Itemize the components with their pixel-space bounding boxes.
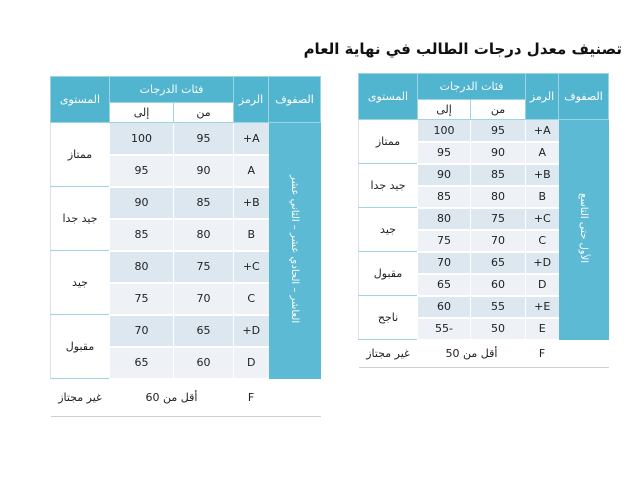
grade-code: D (234, 347, 269, 379)
grade-code: A (234, 155, 269, 187)
range-to: 90 (418, 164, 471, 186)
range-from: 65 (174, 315, 234, 347)
classes-label (269, 123, 321, 379)
grade-code: C (234, 283, 269, 315)
level-label: ناجح (359, 296, 418, 340)
range-from: 95 (471, 120, 526, 142)
range-from: 95 (174, 123, 234, 155)
header-to: إلى (418, 100, 471, 120)
grade-code: B+ (234, 187, 269, 219)
range-to: 75 (418, 230, 471, 252)
range-from: 80 (174, 219, 234, 251)
level-label: جيد (51, 251, 110, 315)
header-code: الرمز (234, 77, 269, 123)
range-from: 55 (471, 296, 526, 318)
header-level: المستوى (51, 77, 110, 123)
grade-code: D+ (526, 252, 559, 274)
header-classes: الصفوف (559, 74, 609, 120)
range-to: 95 (418, 142, 471, 164)
range-from: 60 (174, 347, 234, 379)
range-to: 85 (418, 186, 471, 208)
classes-label (559, 120, 609, 340)
range-from: 75 (471, 208, 526, 230)
fail-spacer (269, 379, 321, 417)
grade-code: A+ (526, 120, 559, 142)
grade-code: E+ (526, 296, 559, 318)
range-to: 100 (418, 120, 471, 142)
range-from: 70 (174, 283, 234, 315)
range-to: 70 (418, 252, 471, 274)
range-to: 95 (110, 155, 174, 187)
fail-code: F (526, 340, 559, 368)
grade-code: C (526, 230, 559, 252)
range-to: 90 (110, 187, 174, 219)
level-label: ممتاز (359, 120, 418, 164)
grade-code: B+ (526, 164, 559, 186)
header-classes: الصفوف (269, 77, 321, 123)
table-row-fail (51, 379, 321, 417)
range-from: 90 (471, 142, 526, 164)
range-from: 85 (174, 187, 234, 219)
level-label: جيد جدا (359, 164, 418, 208)
range-from: 60 (471, 274, 526, 296)
header-to: إلى (110, 103, 174, 123)
range-to: 70 (110, 315, 174, 347)
fail-level: غير مجتاز (51, 379, 110, 417)
header-ranges: فئات الدرجات (110, 77, 234, 103)
header-level: المستوى (359, 74, 418, 120)
grades-table-secondary (50, 76, 321, 417)
grade-code: A+ (234, 123, 269, 155)
grade-code: C+ (234, 251, 269, 283)
grades-table-primary (358, 73, 609, 368)
classes-text: العاشر – الحادي عشر – الثاني عشر (289, 175, 301, 324)
level-label: مقبول (359, 252, 418, 296)
table-row (359, 120, 609, 142)
page-title: تصنيف معدل درجات الطالب في نهاية العام (303, 40, 622, 58)
level-label: جيد جدا (51, 187, 110, 251)
fail-range: أقل من 60 (110, 379, 234, 417)
range-from: 75 (174, 251, 234, 283)
grade-code: D+ (234, 315, 269, 347)
classes-text: الأول حتى التاسع (578, 193, 590, 264)
range-from: 65 (471, 252, 526, 274)
header-ranges: فئات الدرجات (418, 74, 526, 100)
range-from: 85 (471, 164, 526, 186)
range-to: 80 (418, 208, 471, 230)
range-to: 60 (418, 296, 471, 318)
range-from: 50 (471, 318, 526, 340)
level-label: جيد (359, 208, 418, 252)
level-label: مقبول (51, 315, 110, 379)
range-to: -55 (418, 318, 471, 340)
grade-code: C+ (526, 208, 559, 230)
grade-code: B (526, 186, 559, 208)
grade-code: D (526, 274, 559, 296)
fail-level: غير مجتاز (359, 340, 418, 368)
header-from: من (471, 100, 526, 120)
range-to: 100 (110, 123, 174, 155)
range-to: 65 (418, 274, 471, 296)
range-from: 70 (471, 230, 526, 252)
range-to: 85 (110, 219, 174, 251)
range-to: 65 (110, 347, 174, 379)
fail-range: أقل من 50 (418, 340, 526, 368)
grade-code: A (526, 142, 559, 164)
fail-spacer (559, 340, 609, 368)
range-to: 75 (110, 283, 174, 315)
header-from: من (174, 103, 234, 123)
range-from: 90 (174, 155, 234, 187)
range-to: 80 (110, 251, 174, 283)
table-row-fail (359, 340, 609, 368)
table-row (51, 123, 321, 155)
header-code: الرمز (526, 74, 559, 120)
grade-code: E (526, 318, 559, 340)
fail-code: F (234, 379, 269, 417)
grade-code: B (234, 219, 269, 251)
range-from: 80 (471, 186, 526, 208)
level-label: ممتاز (51, 123, 110, 187)
